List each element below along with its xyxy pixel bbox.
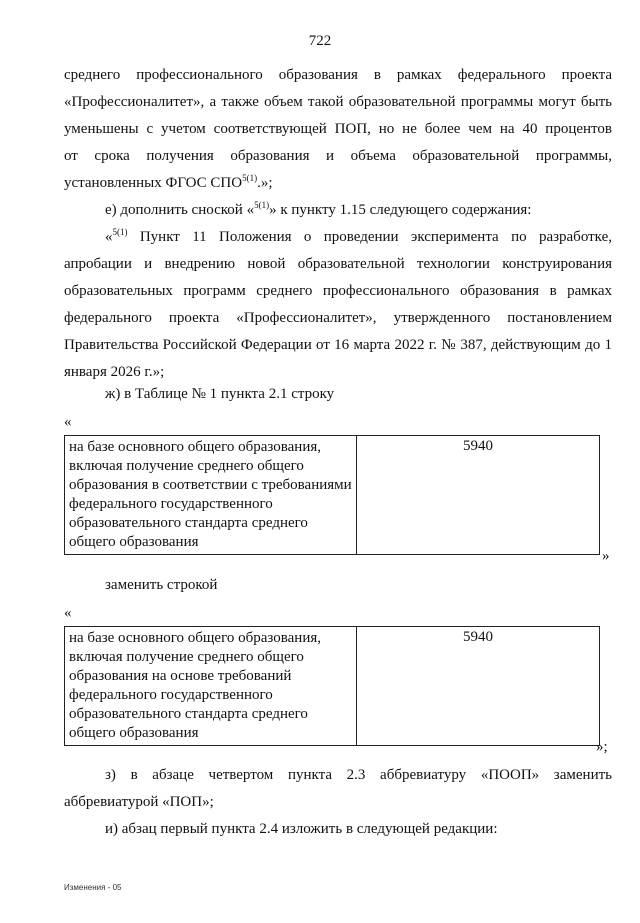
text-line: уменьшены с учетом соответствующей ПОП, но не более чем на 40 процентов [64, 121, 612, 137]
quote-close: » [602, 548, 610, 564]
footnote-ref: 5(1) [242, 173, 258, 183]
text-line: федерального проекта «Профессионалитет», утвержденного постановлением [64, 310, 612, 326]
quote-open: « [64, 605, 72, 621]
text-line: апробации и внедрению новой образовательной технологии конструирования [64, 256, 612, 272]
paragraph-e: е) дополнить сноской «$^{5(1)}$» к пункту 1.15 следующего содержания: [105, 200, 532, 218]
table-cell-value: 5940 [357, 436, 600, 555]
text-line: образовательных программ среднего профессионального образования в рамках [64, 283, 612, 299]
quote-open: « [64, 414, 72, 430]
footnote-paragraph [64, 224, 612, 386]
footnote-ref: 5(1) [254, 200, 270, 210]
table-cell-description: на базе основного общего образования, включая получение среднего общего образования на основе требований федерального государственного образовательного стандарта среднего общего образования [65, 627, 357, 746]
paragraph-continuation [64, 62, 612, 197]
paragraph-zh: ж) в Таблице № 1 пункта 2.1 строку [105, 386, 335, 402]
page-number: 722 [308, 33, 332, 49]
text-line: от срока получения образования и объема образовательной программы, [64, 148, 612, 164]
paragraph-i: и) абзац первый пункта 2.4 изложить в следующей редакции: [105, 821, 498, 837]
text-line-last: аббревиатурой «ПОП»; [64, 794, 214, 810]
footnote-ref: 5(1) [112, 227, 128, 237]
text-line: среднего профессионального образования в рамках федерального проекта [64, 67, 612, 83]
table-row-new [64, 626, 600, 746]
text-line-last: установленных ФГОС $СПО^{5(1)}$.»; [64, 173, 273, 191]
text-line: з) в абзаце четвертом пункта 2.3 аббревиатуру «ПООП» заменить [105, 767, 612, 783]
text-line: «$^{5(1)}$ Пункт 11 Положения о проведении эксперимента по разработке, [105, 227, 612, 245]
table-row-old [64, 435, 600, 555]
text-line-last: января 2026 г.»; [64, 364, 165, 380]
quote-close: »; [596, 739, 608, 755]
table-cell-value: 5940 [357, 627, 600, 746]
paragraph-z [64, 762, 612, 816]
table-cell-description: на базе основного общего образования, включая получение среднего общего образования в соответствии с требованиями федерального государственного образовательного стандарта среднего общего образования [65, 436, 357, 555]
paragraph-replace: заменить строкой [105, 577, 218, 593]
page-footer: Изменения - 05 [64, 883, 122, 892]
text-line: Правительства Российской Федерации от 16 марта 2022 г. № 387, действующим до 1 [64, 337, 612, 353]
text-line: «Профессионалитет», а также объем такой образовательной программы могут быть [64, 94, 612, 110]
